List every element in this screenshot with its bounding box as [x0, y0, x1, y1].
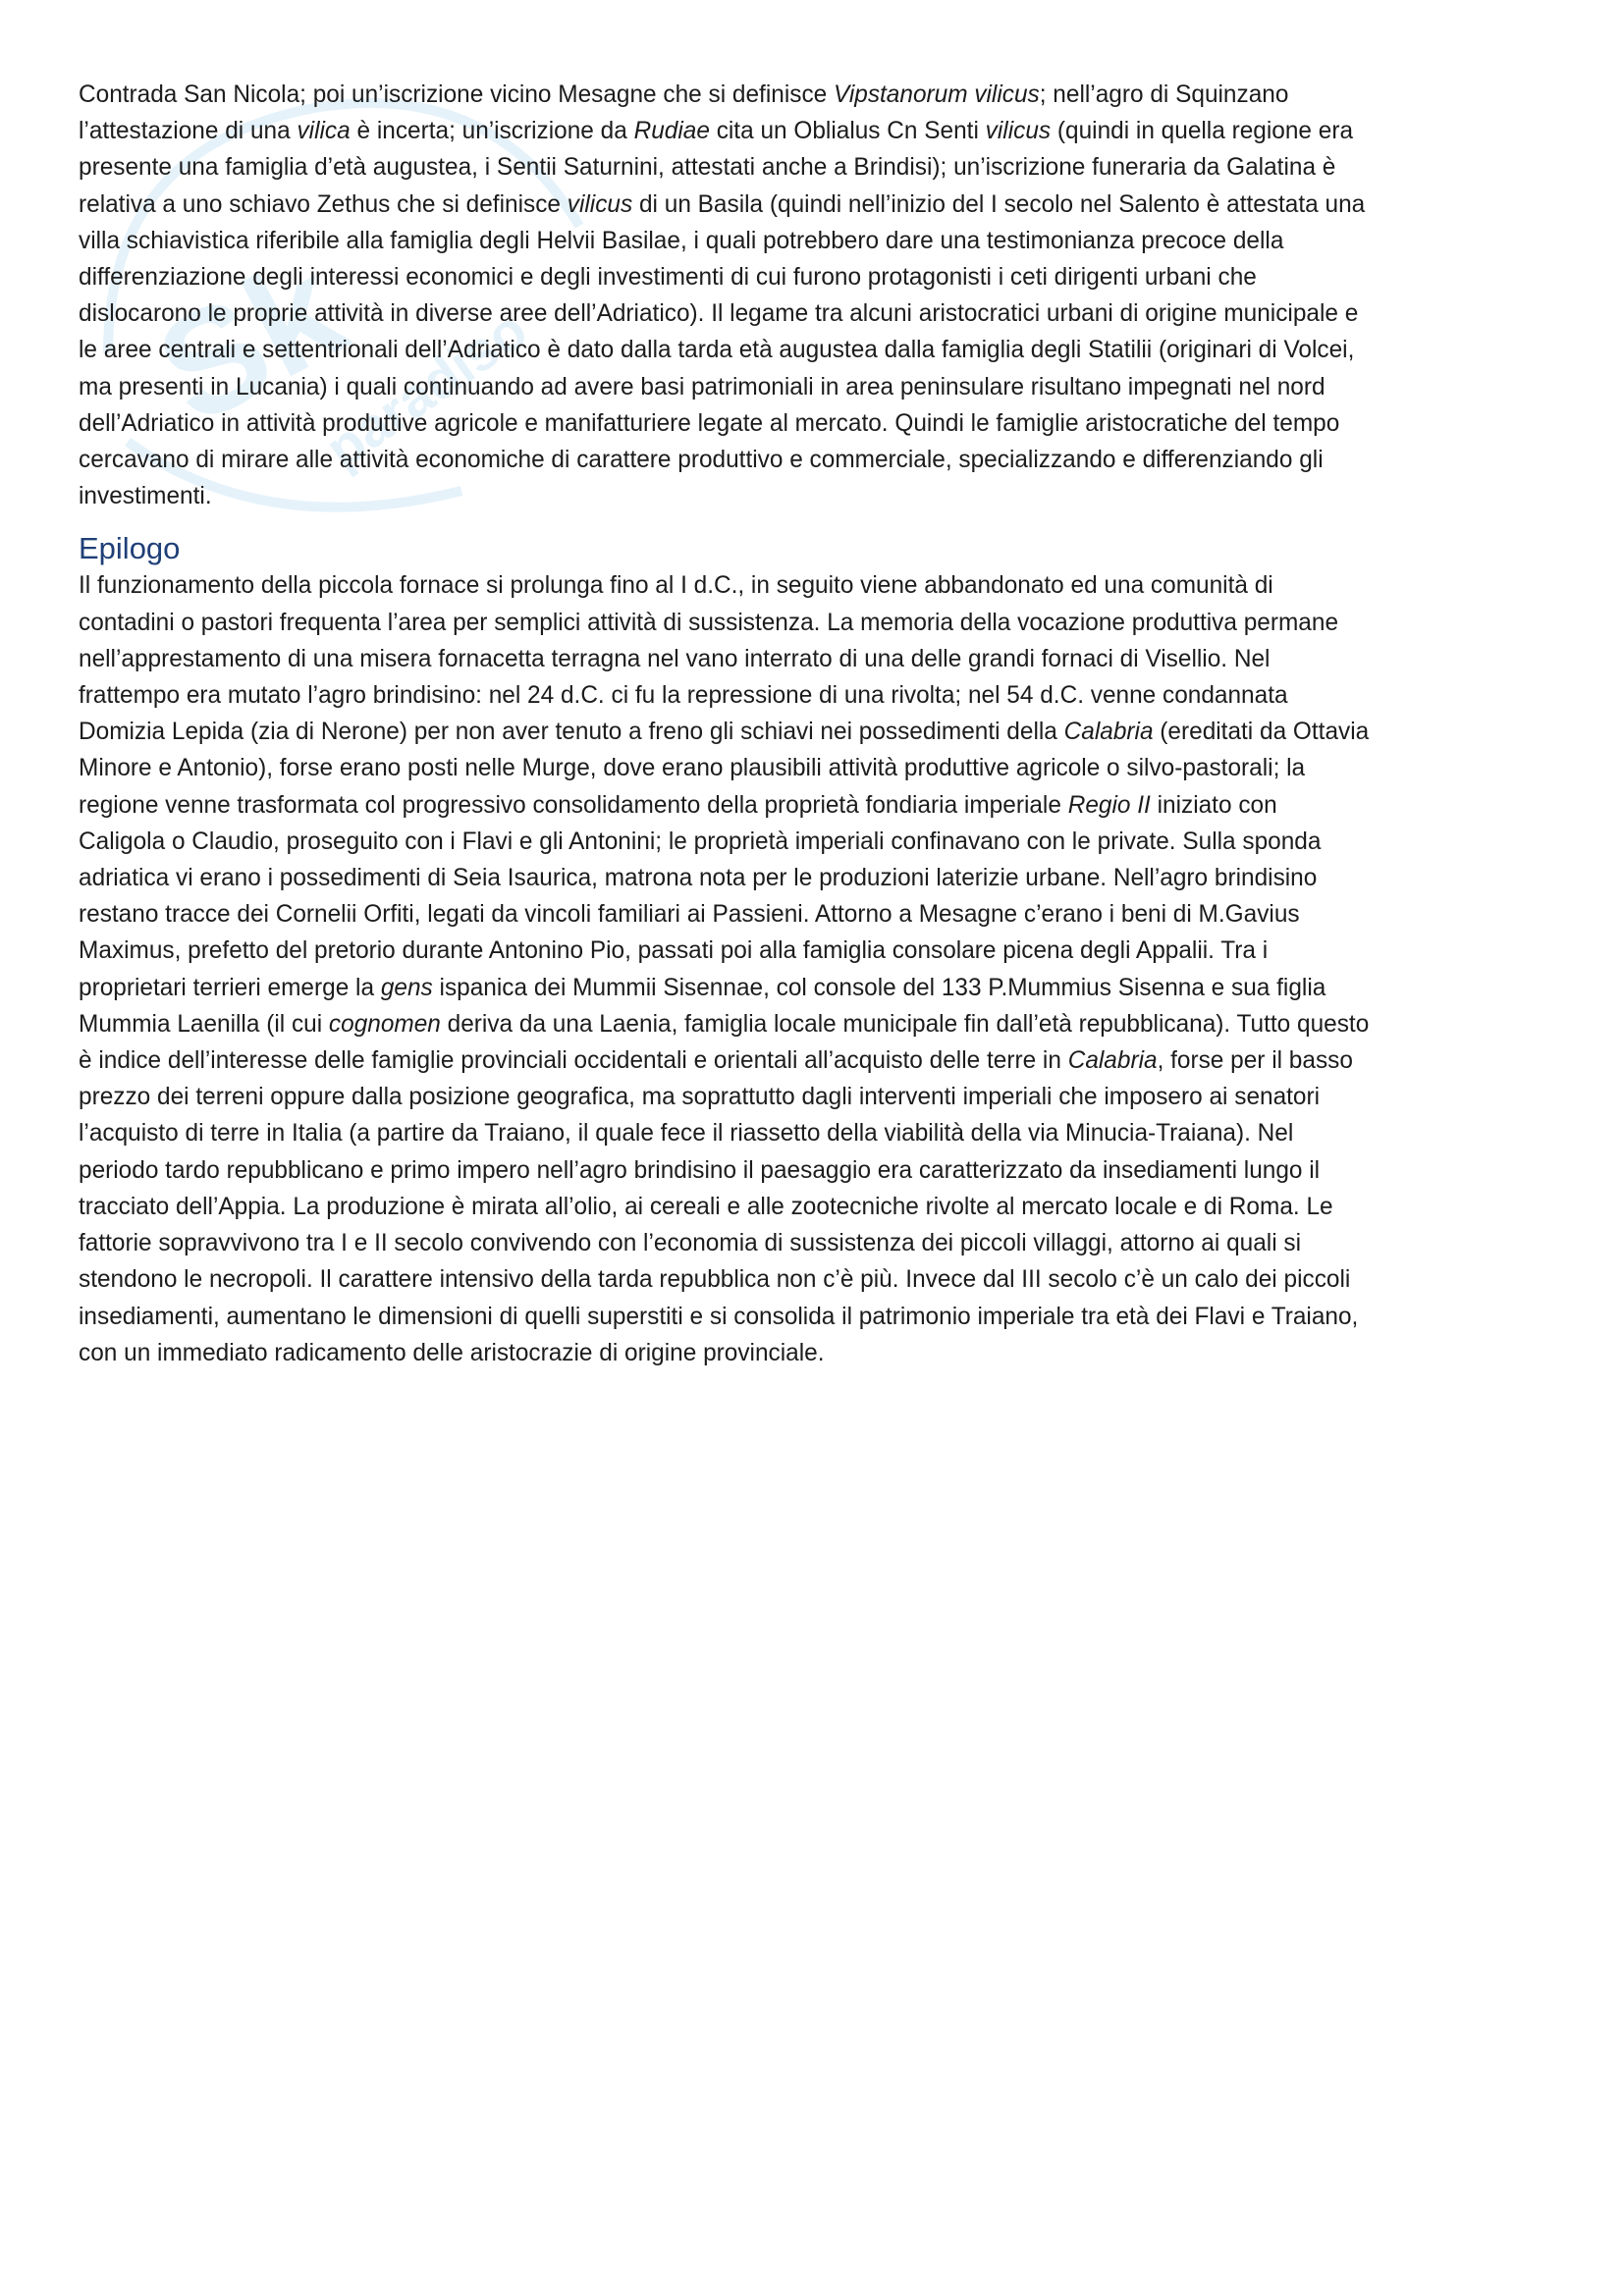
text-run: Caligola o Claudio, proseguito con i Flavi e gli Antonini; le proprietà imperiali confinavano con le private. Sulla sponda [79, 828, 1322, 855]
text-line [79, 1225, 1549, 1261]
text-line [79, 113, 1549, 149]
italic-term: vilicus [567, 190, 633, 218]
text-run: , forse per il basso [1157, 1047, 1353, 1075]
text-line [79, 896, 1549, 933]
italic-term: Vipstanorum vilicus [834, 81, 1040, 108]
text-run: periodo tardo repubblicano e primo impero nell’agro brindisino il paesaggio era caratterizzato da insediamenti lungo il [79, 1156, 1321, 1184]
text-line [79, 259, 1549, 295]
text-run: fattorie sopravvivono tra I e II secolo convivendo con l’economia di sussistenza dei piccoli villaggi, attorno ai quali si [79, 1230, 1302, 1257]
text-line [79, 860, 1549, 896]
text-line [79, 750, 1549, 786]
text-run: villa schiavistica riferibile alla famiglia degli Helvii Basilae, i quali potrebbero dare una testimonianza precoce della [79, 227, 1284, 254]
text-line [79, 77, 1549, 113]
paragraph-intro [79, 77, 1561, 514]
text-line [79, 787, 1549, 824]
section-heading: Epilogo [79, 531, 181, 566]
text-line [79, 1079, 1549, 1115]
text-run: restano tracce dei Cornelii Orfiti, legati da vincoli familiari ai Passieni. Attorno a Mesagne c’erano i beni di M.Gavius [79, 901, 1300, 929]
text-run: ma presenti in Lucania) i quali continuando ad avere basi patrimoniali in area peninsulare risultano impegnati nel nord [79, 373, 1325, 400]
text-line [79, 187, 1549, 223]
text-line [79, 714, 1549, 750]
document-body [79, 77, 1561, 1371]
text-line [79, 605, 1549, 641]
text-run: frattempo era mutato l’agro brindisino: nel 24 d.C. ci fu la repressione di una rivolta; nel 54 d.C. venne condannata [79, 682, 1288, 710]
text-run: insediamenti, aumentano le dimensioni di quelli superstiti e si consolida il patrimonio imperiale tra età dei Flavi e Traiano, [79, 1303, 1359, 1330]
text-run: differenziazione degli interessi economici e degli investimenti di cui furono protagonisti i ceti dirigenti urbani che [79, 264, 1257, 292]
text-line [79, 223, 1549, 259]
text-run: l’attestazione di una [79, 118, 298, 145]
italic-term: vilicus [985, 118, 1052, 145]
text-run: cercavano di mirare alle attività economiche di carattere produttivo e commerciale, specializzando e differenziando gli [79, 447, 1324, 474]
text-run: Domizia Lepida (zia di Nerone) per non aver tenuto a freno gli schiavi nei possedimenti della [79, 719, 1064, 746]
text-run: (quindi in quella regione era [1051, 118, 1354, 145]
text-run: regione venne trasformata col progressivo consolidamento della proprietà fondiaria imperiale [79, 791, 1068, 819]
paragraph-epilogo [79, 567, 1561, 1370]
text-line [79, 149, 1549, 186]
text-run: con un immediato radicamento delle aristocrazie di origine provinciale. [79, 1339, 825, 1366]
text-run: proprietari terrieri emerge la [79, 974, 381, 1001]
italic-term: Calabria [1063, 719, 1154, 746]
text-line [79, 1261, 1549, 1298]
italic-term: vilica [297, 118, 351, 145]
italic-term: Calabria [1067, 1047, 1158, 1075]
text-run: contadini o pastori frequenta l’area per semplici attività di sussistenza. La memoria della vocazione produttiva permane [79, 609, 1339, 636]
svg-text:paradiso: paradiso [314, 297, 538, 480]
text-line [79, 369, 1549, 405]
text-run: dislocarono le proprie attività in diverse aree dell’Adriatico). Il legame tra alcuni aristocratici urbani di origine municipale e [79, 300, 1359, 328]
text-line [79, 1189, 1549, 1225]
text-run: ispanica dei Mummii Sisennae, col console del 133 P.Mummius Sisenna e sua figlia [432, 974, 1326, 1001]
text-run: iniziato con [1150, 791, 1277, 819]
text-run: l’acquisto di terre in Italia (a partire da Traiano, il quale fece il riassetto della viabilità della via Minucia-Traiana). Nel [79, 1120, 1294, 1148]
text-line [79, 1115, 1549, 1151]
text-run: presente una famiglia d’età augustea, i Sentii Saturnini, attestati anche a Brindisi); un’iscrizione funeraria da Galatina è [79, 154, 1336, 182]
text-line [79, 567, 1549, 604]
text-run: investimenti. [79, 483, 212, 510]
text-line [79, 824, 1549, 860]
text-line [79, 1006, 1549, 1042]
text-run: le aree centrali e settentrionali dell’Adriatico è dato dalla tarda età augustea dalla famiglia degli Statilii (originari di Volcei, [79, 337, 1355, 364]
italic-term: Regio II [1067, 791, 1151, 819]
text-line [79, 1335, 1549, 1371]
text-run: nell’apprestamento di una misera fornacetta terragna nel vano interrato di una delle grandi fornaci di Visellio. Nel [79, 645, 1271, 672]
text-run: (ereditati da Ottavia [1153, 719, 1370, 746]
text-line [79, 478, 1549, 514]
text-line [79, 1042, 1549, 1079]
text-run: adriatica vi erano i possedimenti di Seia Isaurica, matrona nota per le produzioni laterizie urbane. Nell’agro brindisino [79, 865, 1318, 892]
text-line [79, 970, 1549, 1006]
text-run: dell’Adriatico in attività produttive agricole e manifatturiere legate al mercato. Quindi le famiglie aristocratiche del tempo [79, 409, 1340, 437]
text-run: di un Basila (quindi nell’inizio del I secolo nel Salento è attestata una [632, 190, 1366, 218]
text-run: è incerta; un’iscrizione da [350, 118, 634, 145]
text-run: stendono le necropoli. Il carattere intensivo della tarda repubblica non c’è più. Invece dal III secolo c’è un calo dei piccoli [79, 1266, 1351, 1294]
text-run: cita un Oblialus Cn Senti [709, 118, 986, 145]
text-run: relativa a uno schiavo Zethus che si definisce [79, 190, 568, 218]
text-line [79, 1152, 1549, 1189]
text-line [79, 405, 1549, 442]
text-run: Il funzionamento della piccola fornace si prolunga fino al I d.C., in seguito viene abbandonato ed una comunità di [79, 572, 1273, 600]
text-line [79, 332, 1549, 368]
text-line [79, 933, 1549, 969]
text-run: Minore e Antonio), forse erano posti nelle Murge, dove erano plausibili attività produttive agricole o silvo-pastorali; la [79, 755, 1306, 782]
text-run: Mummia Laenilla (il cui [79, 1010, 329, 1038]
text-run: tracciato dell’Appia. La produzione è mirata all’olio, ai cereali e alle zootecniche rivolte al mercato locale e di Roma. Le [79, 1193, 1333, 1220]
italic-term: Rudiae [633, 118, 710, 145]
italic-term: gens [380, 974, 433, 1001]
text-line [79, 442, 1549, 478]
italic-term: cognomen [328, 1010, 441, 1038]
svg-text:Sk: Sk [132, 224, 369, 455]
text-run: Maximus, prefetto del pretorio durante Antonino Pio, passati poi alla famiglia consolare picena degli Appalii. Tra i [79, 937, 1269, 965]
text-run: ; nell’agro di Squinzano [1039, 81, 1289, 108]
text-line [79, 295, 1549, 332]
text-line [79, 641, 1549, 677]
text-run: è indice dell’interesse delle famiglie provinciali occidentali e orientali all’acquisto delle terre in [79, 1047, 1068, 1075]
text-run: deriva da una Laenia, famiglia locale municipale fin dall’età repubblicana). Tutto questo [440, 1010, 1370, 1038]
text-run: Contrada San Nicola; poi un’iscrizione vicino Mesagne che si definisce [79, 81, 835, 108]
text-line [79, 1299, 1549, 1335]
text-run: prezzo dei terreni oppure dalla posizione geografica, ma soprattutto dagli interventi imperiali che imposero ai senatori [79, 1084, 1321, 1111]
text-line [79, 677, 1549, 714]
